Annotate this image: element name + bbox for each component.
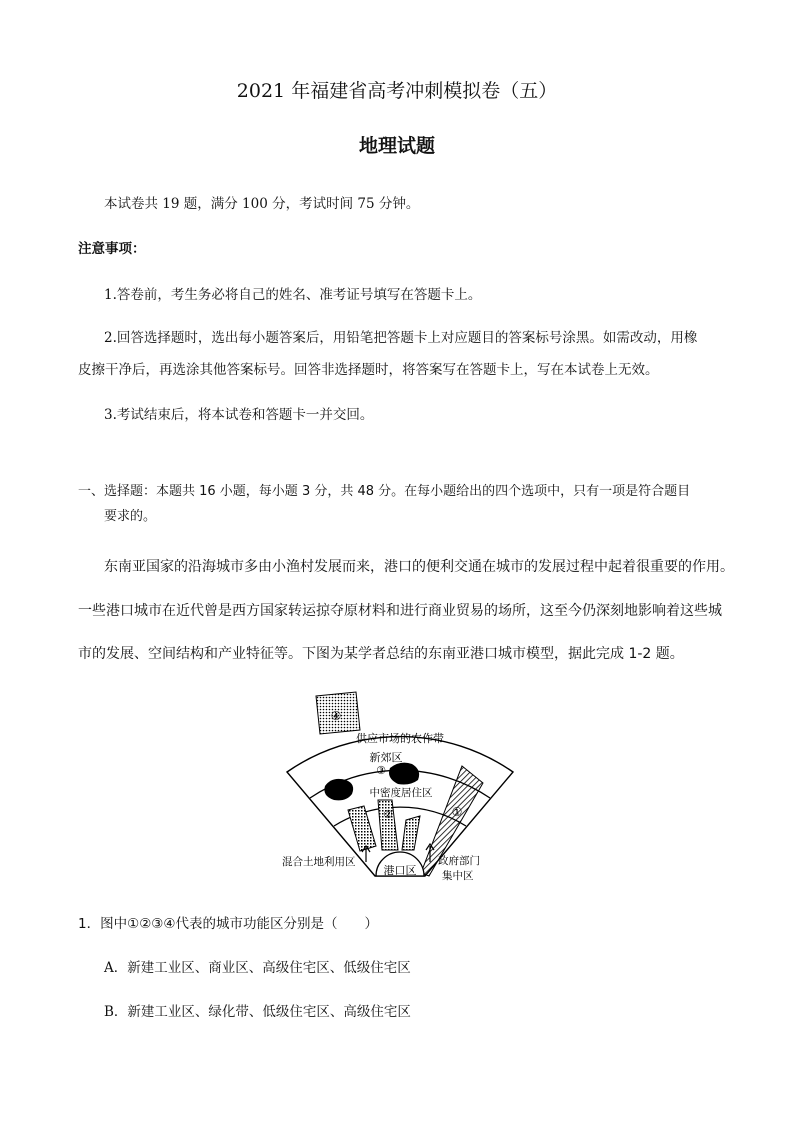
exam-intro: 本试卷共 19 题，满分 100 分，考试时间 75 分钟。: [104, 196, 420, 212]
zone-3-marker-left: ③: [340, 782, 350, 795]
gov-district-label-2: 集中区: [442, 870, 474, 882]
ring-mid-density-label: 中密度居住区: [369, 787, 433, 799]
zone-4-marker: ④: [330, 709, 342, 723]
notice-item-2: 2.回答选择题时，选出每小题答案后，用铅笔把答题卡上对应题目的答案标号涂黑。如需改动，用橡: [104, 330, 698, 346]
question-1-option-a: A．新建工业区、商业区、高级住宅区、低级住宅区: [104, 960, 411, 976]
zone-2-marker: ②: [383, 808, 393, 821]
ring-outer-label: 供应市场的农作带: [356, 732, 444, 745]
notice-item-2-cont: 皮擦干净后，再选涂其他答案标号。回答非选择题时，将答案写在答题卡上，写在本试卷上无效。: [78, 362, 659, 378]
ring-new-suburb-label: 新郊区: [369, 751, 403, 764]
port-city-model-diagram: [280, 690, 516, 886]
section-heading-cont: 要求的。: [104, 509, 157, 524]
notice-heading: 注意事项：: [78, 241, 146, 257]
passage-line-3: 市的发展、空间结构和产业特征等。下图为某学者总结的东南亚港口城市模型，据此完成 1-2 题。: [78, 646, 684, 662]
zone-1-marker: ①: [451, 805, 463, 819]
gov-district-label-1: 政府部门: [438, 855, 480, 867]
question-1-option-b: B．新建工业区、绿化带、低级住宅区、高级住宅区: [104, 1004, 411, 1020]
page-subtitle: 地理试题: [358, 135, 435, 157]
port-area-label: 港口区: [383, 864, 417, 877]
section-heading: 一、选择题：本题共 16 小题，每小题 3 分，共 48 分。在每小题给出的四个选项中，只有一项是符合题目: [78, 484, 691, 499]
passage-line-1: 东南亚国家的沿海城市多由小渔村发展而来，港口的便利交通在城市的发展过程中起着很重要的作用。: [104, 559, 734, 575]
page-title: 2021 年福建省高考冲刺模拟卷（五）: [236, 80, 558, 102]
passage-line-2: 一些港口城市在近代曾是西方国家转运掠夺原材料和进行商业贸易的场所，这至今仍深刻地影响着这些城: [78, 603, 722, 619]
notice-item-3: 3.考试结束后，将本试卷和答题卡一并交回。: [104, 407, 374, 423]
question-1-stem: 1．图中①②③④代表的城市功能区分别是（ ）: [78, 916, 378, 932]
notice-item-1: 1.答卷前，考生务必将自己的姓名、准考证号填写在答题卡上。: [104, 287, 482, 303]
mixed-land-use-label: 混合土地利用区: [282, 856, 356, 868]
zone-3-marker-right: ③: [376, 764, 386, 777]
